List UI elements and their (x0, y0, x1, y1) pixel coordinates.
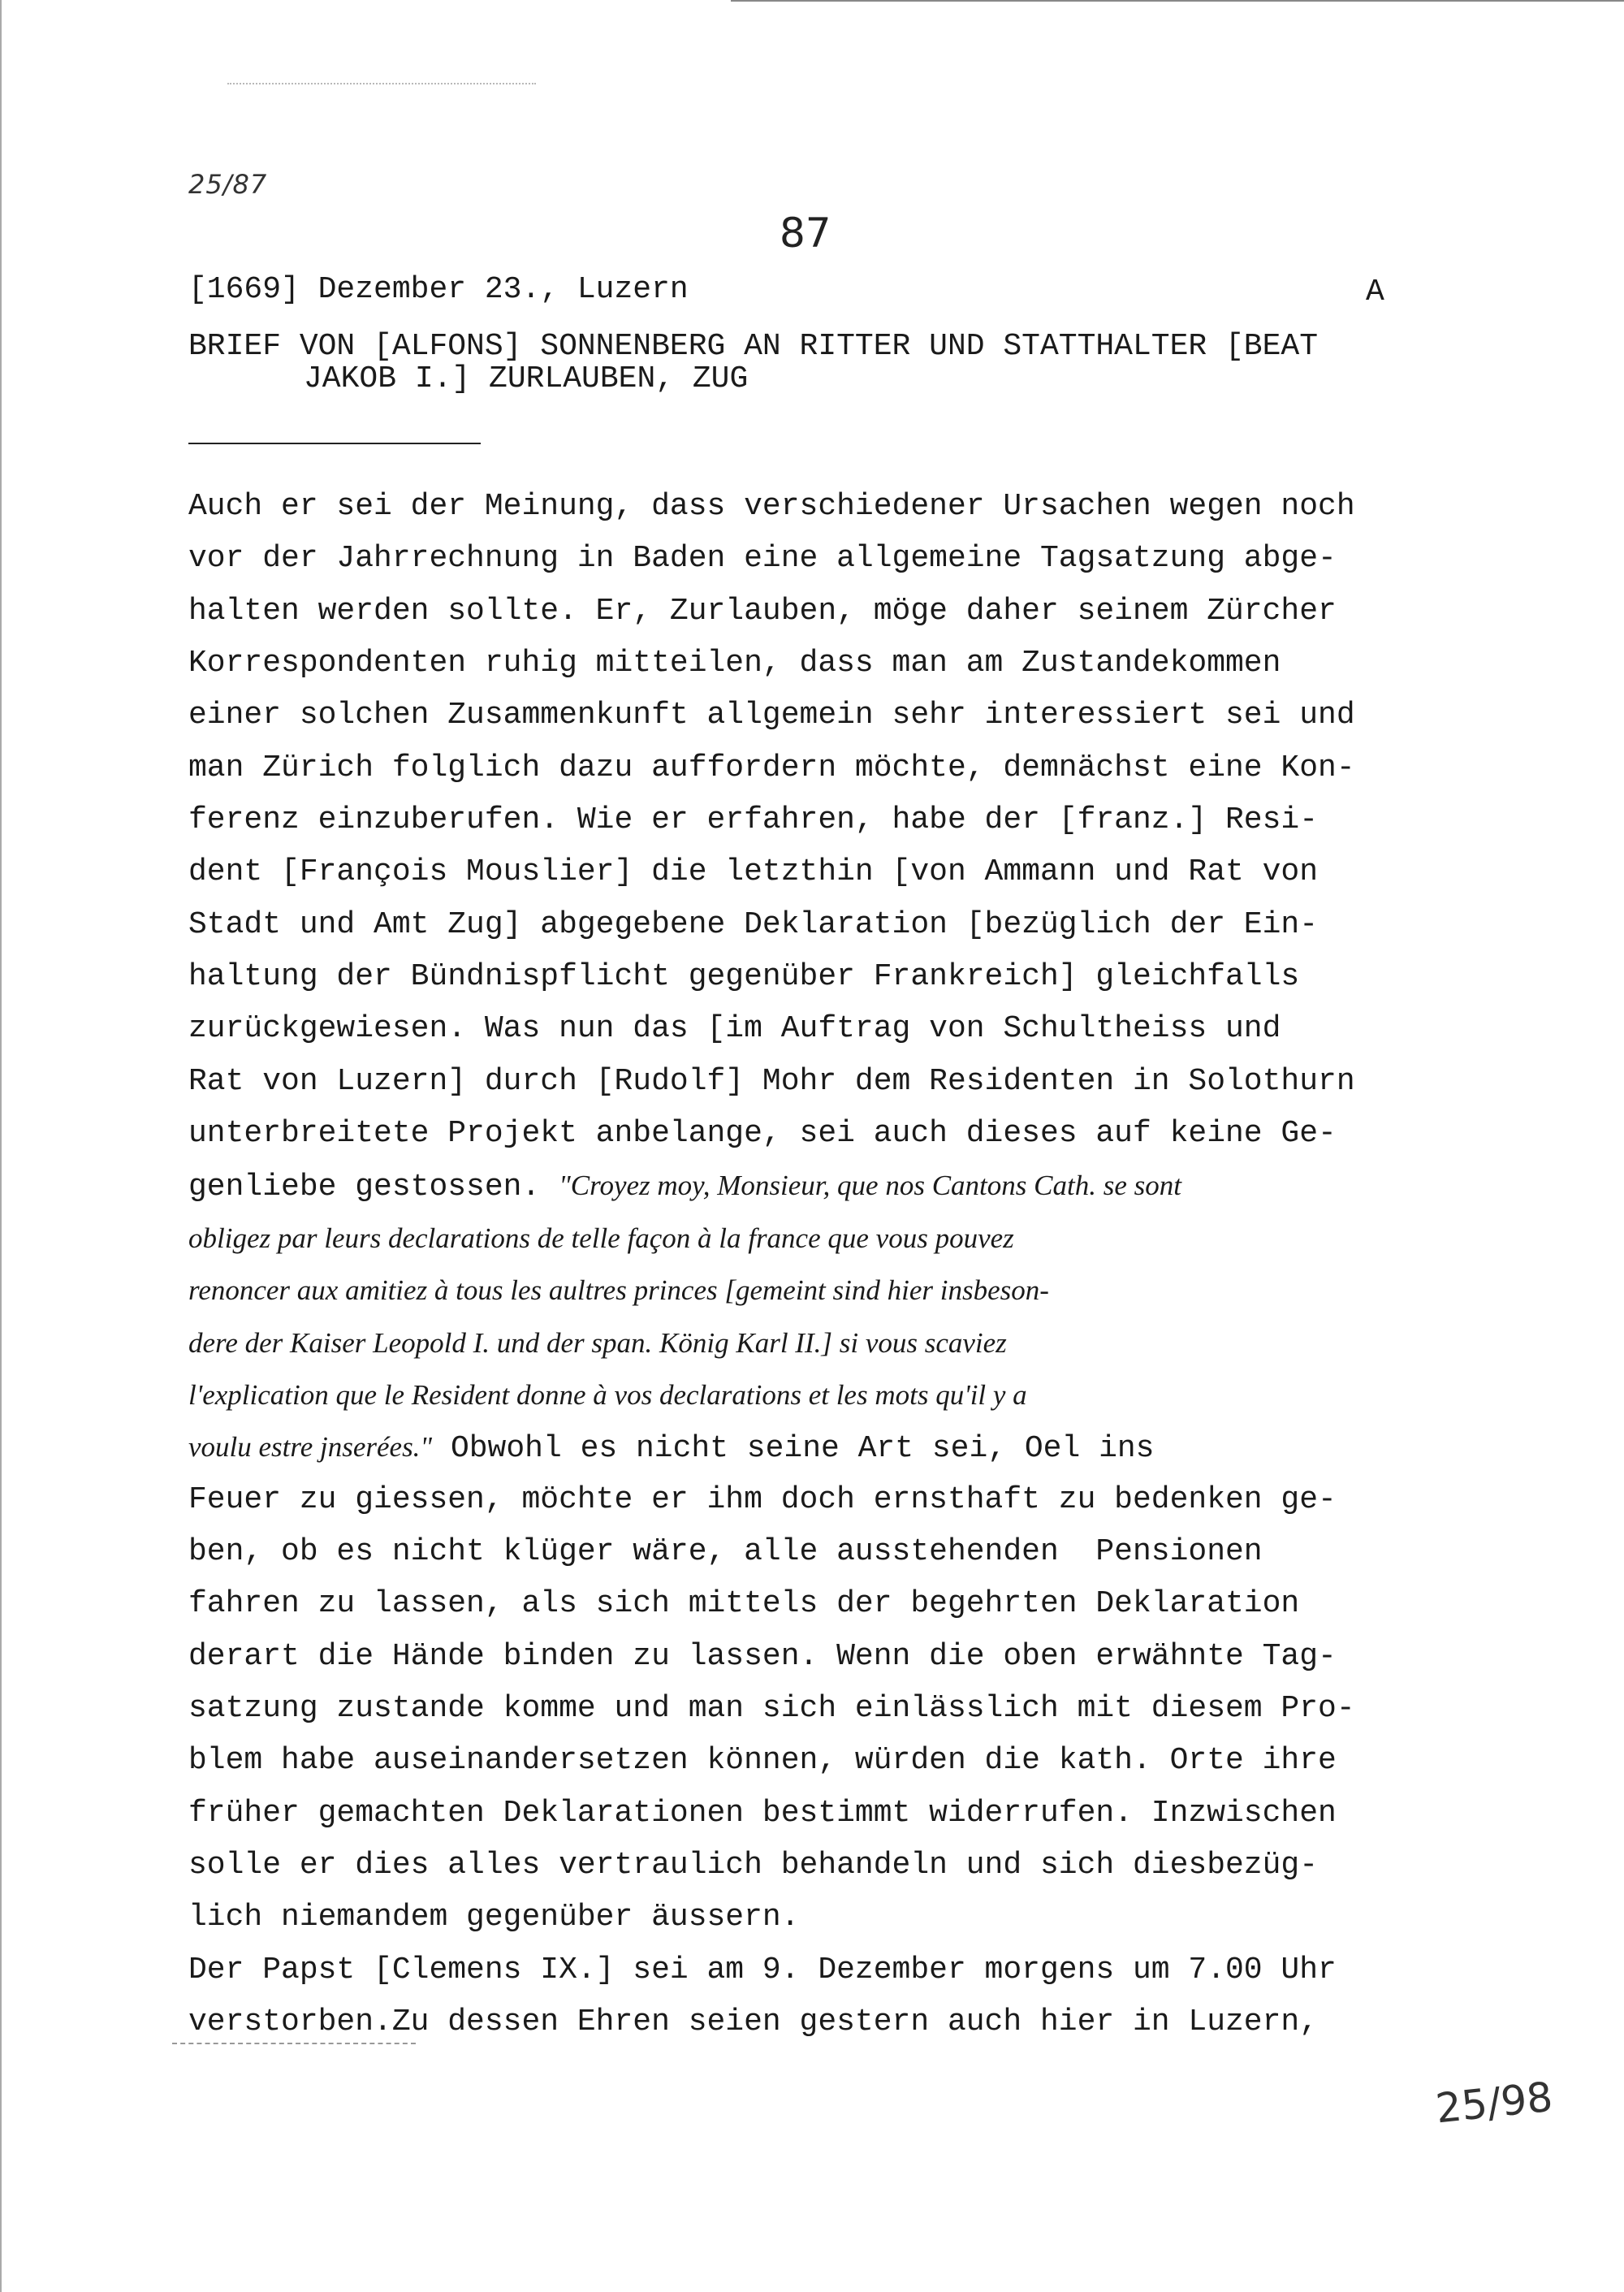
text-line (188, 1421, 1455, 1473)
grade-letter: A (1366, 275, 1384, 309)
french-quote-segment: "Croyez moy, Monsieur, que nos Cantons Cath. se sont (559, 1170, 1181, 1202)
text-line: einer solchen Zusammenkunft allgemein sehr interessiert sei und (188, 698, 1355, 733)
text-segment: genliebe gestossen. (188, 1170, 559, 1205)
text-line: Der Papst [Clemens IX.] sei am 9. Dezember morgens um 7.00 Uhr (188, 1952, 1337, 1987)
text-line: zurückgewiesen. Was nun das [im Auftrag von Schultheiss und (188, 1011, 1281, 1047)
document-title-line-2: JAKOB I.] ZURLAUBEN, ZUG (304, 361, 749, 396)
text-line: solle er dies alles vertraulich behandeln und sich diesbezüg- (188, 1847, 1319, 1883)
bottom-dashed-rule (172, 2043, 416, 2044)
text-line: Auch er sei der Meinung, dass verschiedener Ursachen wegen noch (188, 489, 1355, 524)
text-line: ferenz einzuberufen. Wie er erfahren, habe der [franz.] Resi- (188, 802, 1319, 838)
document-title-line-1: BRIEF VON [ALFONS] SONNENBERG AN RITTER UND STATTHALTER [BEAT (188, 329, 1319, 364)
date-place-line: [1669] Dezember 23., Luzern (188, 272, 689, 307)
text-line: blem habe auseinandersetzen können, würden die kath. Orte ihre (188, 1743, 1337, 1779)
text-line: derart die Hände binden zu lassen. Wenn die oben erwähnte Tag- (188, 1638, 1337, 1674)
text-line: haltung der Bündnispflicht gegenüber Frankreich] gleichfalls (188, 959, 1300, 995)
text-line: fahren zu lassen, als sich mittels der begehrten Deklaration (188, 1586, 1300, 1622)
body-text (188, 481, 1455, 2048)
text-line: vor der Jahrrechnung in Baden eine allgemeine Tagsatzung abge- (188, 541, 1337, 577)
text-line: ben, ob es nicht klüger wäre, alle ausstehenden Pensionen (188, 1533, 1263, 1569)
text-line: früher gemachten Deklarationen bestimmt widerrufen. Inzwischen (188, 1795, 1337, 1831)
text-line: dent [François Mouslier] die letzthin [von Ammann und Rat von (188, 854, 1319, 890)
left-edge-shadow (0, 0, 2, 2292)
text-line: Feuer zu giessen, möchte er ihm doch ernsthaft zu bedenken ge- (188, 1481, 1337, 1517)
french-quote-line: renoncer aux amitiez à tous les aultres princes [gemeint sind hier insbeson- (188, 1274, 1049, 1307)
text-line: Korrespondenten ruhig mitteilen, dass man am Zustandekommen (188, 646, 1281, 681)
french-quote-line: dere der Kaiser Leopold I. und der span. König Karl II.] si vous scaviez (188, 1326, 1007, 1359)
french-quote-line: l'explication que le Resident donne à vos declarations et les mots qu'il y a (188, 1378, 1027, 1411)
top-edge-rule (731, 0, 1624, 2)
text-line: halten werden sollte. Er, Zurlauben, möge daher seinem Zürcher (188, 593, 1337, 629)
archive-reference: 25/87 (188, 169, 268, 200)
handwritten-page-reference: 25/98 (1433, 2073, 1555, 2133)
text-line: Rat von Luzern] durch [Rudolf] Mohr dem Residenten in Solothurn (188, 1063, 1355, 1099)
text-line (188, 1160, 1455, 1212)
scan-speckle (227, 83, 536, 91)
text-line: verstorben.Zu dessen Ehren seien gestern auch hier in Luzern, (188, 2004, 1319, 2039)
text-line: unterbreitete Projekt anbelange, sei auch dieses auf keine Ge- (188, 1116, 1337, 1152)
text-line: lich niemandem gegenüber äussern. (188, 1900, 800, 1935)
text-segment: Obwohl es nicht seine Art sei, Oel ins (432, 1431, 1155, 1467)
text-line: man Zürich folglich dazu auffordern möchte, demnächst eine Kon- (188, 750, 1355, 785)
text-line: Stadt und Amt Zug] abgegebene Deklaration [bezüglich der Ein- (188, 906, 1319, 942)
text-line: satzung zustande komme und man sich einlässlich mit diesem Pro- (188, 1690, 1355, 1726)
title-separator (188, 443, 481, 444)
french-quote-segment: voulu estre jnserées." (188, 1431, 433, 1464)
document-number: 87 (780, 210, 831, 257)
french-quote-line: obligez par leurs declarations de telle façon à la france que vous pouvez (188, 1222, 1014, 1254)
